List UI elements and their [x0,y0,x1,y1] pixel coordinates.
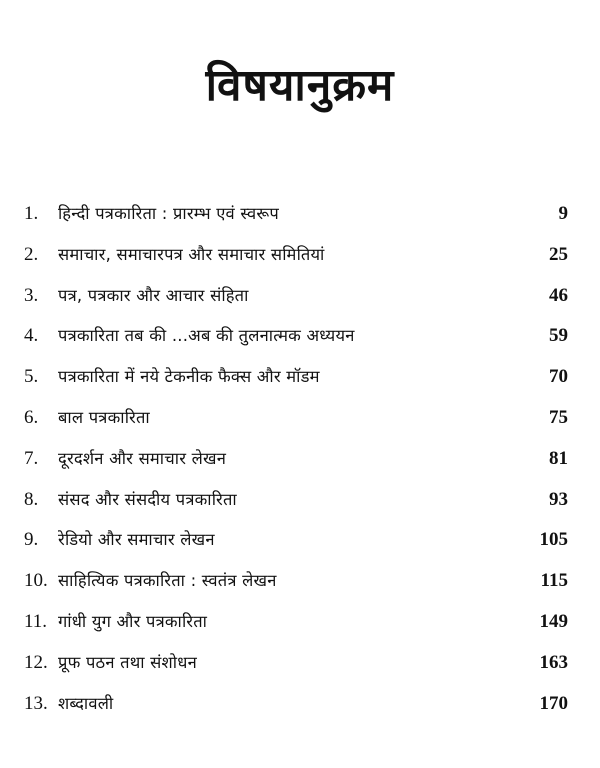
toc-entry-page: 75 [549,406,568,428]
toc-entry [0,198,600,239]
toc-entry-number: 13. [24,692,48,714]
toc-entry [0,565,600,606]
toc-entry-number: 6. [24,406,39,428]
toc-entry-page: 46 [549,284,568,306]
toc-entry-number: 9. [24,529,39,551]
toc-entry-title: पत्रकारिता में नये टेकनीक फैक्स और मॉडम [58,367,320,387]
toc-entry [0,361,600,402]
toc-entry [0,524,600,565]
toc-entry-number: 7. [24,447,39,469]
toc-entry-number: 10. [24,570,48,592]
toc-entry [0,606,600,647]
toc-entry-title: पत्र, पत्रकार और आचार संहिता [58,285,249,305]
toc-entry-number: 2. [24,243,39,265]
toc-entry-page: 93 [549,488,568,510]
toc-entry-page: 81 [549,447,568,469]
toc-entry-page: 25 [549,243,568,265]
toc-entry-title: प्रूफ पठन तथा संशोधन [58,652,197,672]
toc-entry-page: 9 [558,203,568,224]
toc-entry-title: समाचार, समाचारपत्र और समाचार समितियां [58,244,325,264]
toc-entry-page: 59 [549,325,568,347]
toc-entry [0,484,600,525]
toc-entry [0,688,600,729]
toc-entry [0,647,600,688]
toc-entry-title: साहित्यिक पत्रकारिता : स्वतंत्र लेखन [58,571,277,591]
toc-entry-page: 149 [539,610,568,632]
toc-entry [0,443,600,484]
toc-entry-number: 4. [24,325,39,347]
toc-entry [0,320,600,361]
table-of-contents [0,198,600,728]
toc-entry-page: 163 [539,651,568,673]
toc-entry-number: 1. [24,203,39,224]
toc-entry-page: 170 [539,692,568,714]
toc-entry [0,239,600,280]
toc-entry-title: दूरदर्शन और समाचार लेखन [58,448,227,468]
toc-entry-title: रेडियो और समाचार लेखन [58,530,215,550]
page-title: विषयानुक्रम [205,60,395,111]
toc-entry-title: गांधी युग और पत्रकारिता [58,611,208,631]
toc-entry-number: 8. [24,488,39,510]
toc-entry-page: 115 [540,570,568,592]
toc-entry-number: 5. [24,366,39,388]
toc-entry-title: बाल पत्रकारिता [58,407,150,427]
toc-entry-page: 105 [539,529,568,551]
toc-entry-page: 70 [549,366,568,388]
toc-entry-number: 11. [24,610,48,632]
toc-entry-number: 12. [24,651,48,673]
toc-entry-title: पत्रकारिता तब की ...अब की तुलनात्मक अध्ययन [58,326,355,346]
toc-entry-title: हिन्दी पत्रकारिता : प्रारम्भ एवं स्वरूप [58,204,279,223]
toc-entry [0,402,600,443]
toc-entry-title: संसद और संसदीय पत्रकारिता [58,489,237,509]
toc-entry-number: 3. [24,284,39,306]
toc-entry [0,280,600,321]
toc-entry-title: शब्दावली [58,693,114,713]
